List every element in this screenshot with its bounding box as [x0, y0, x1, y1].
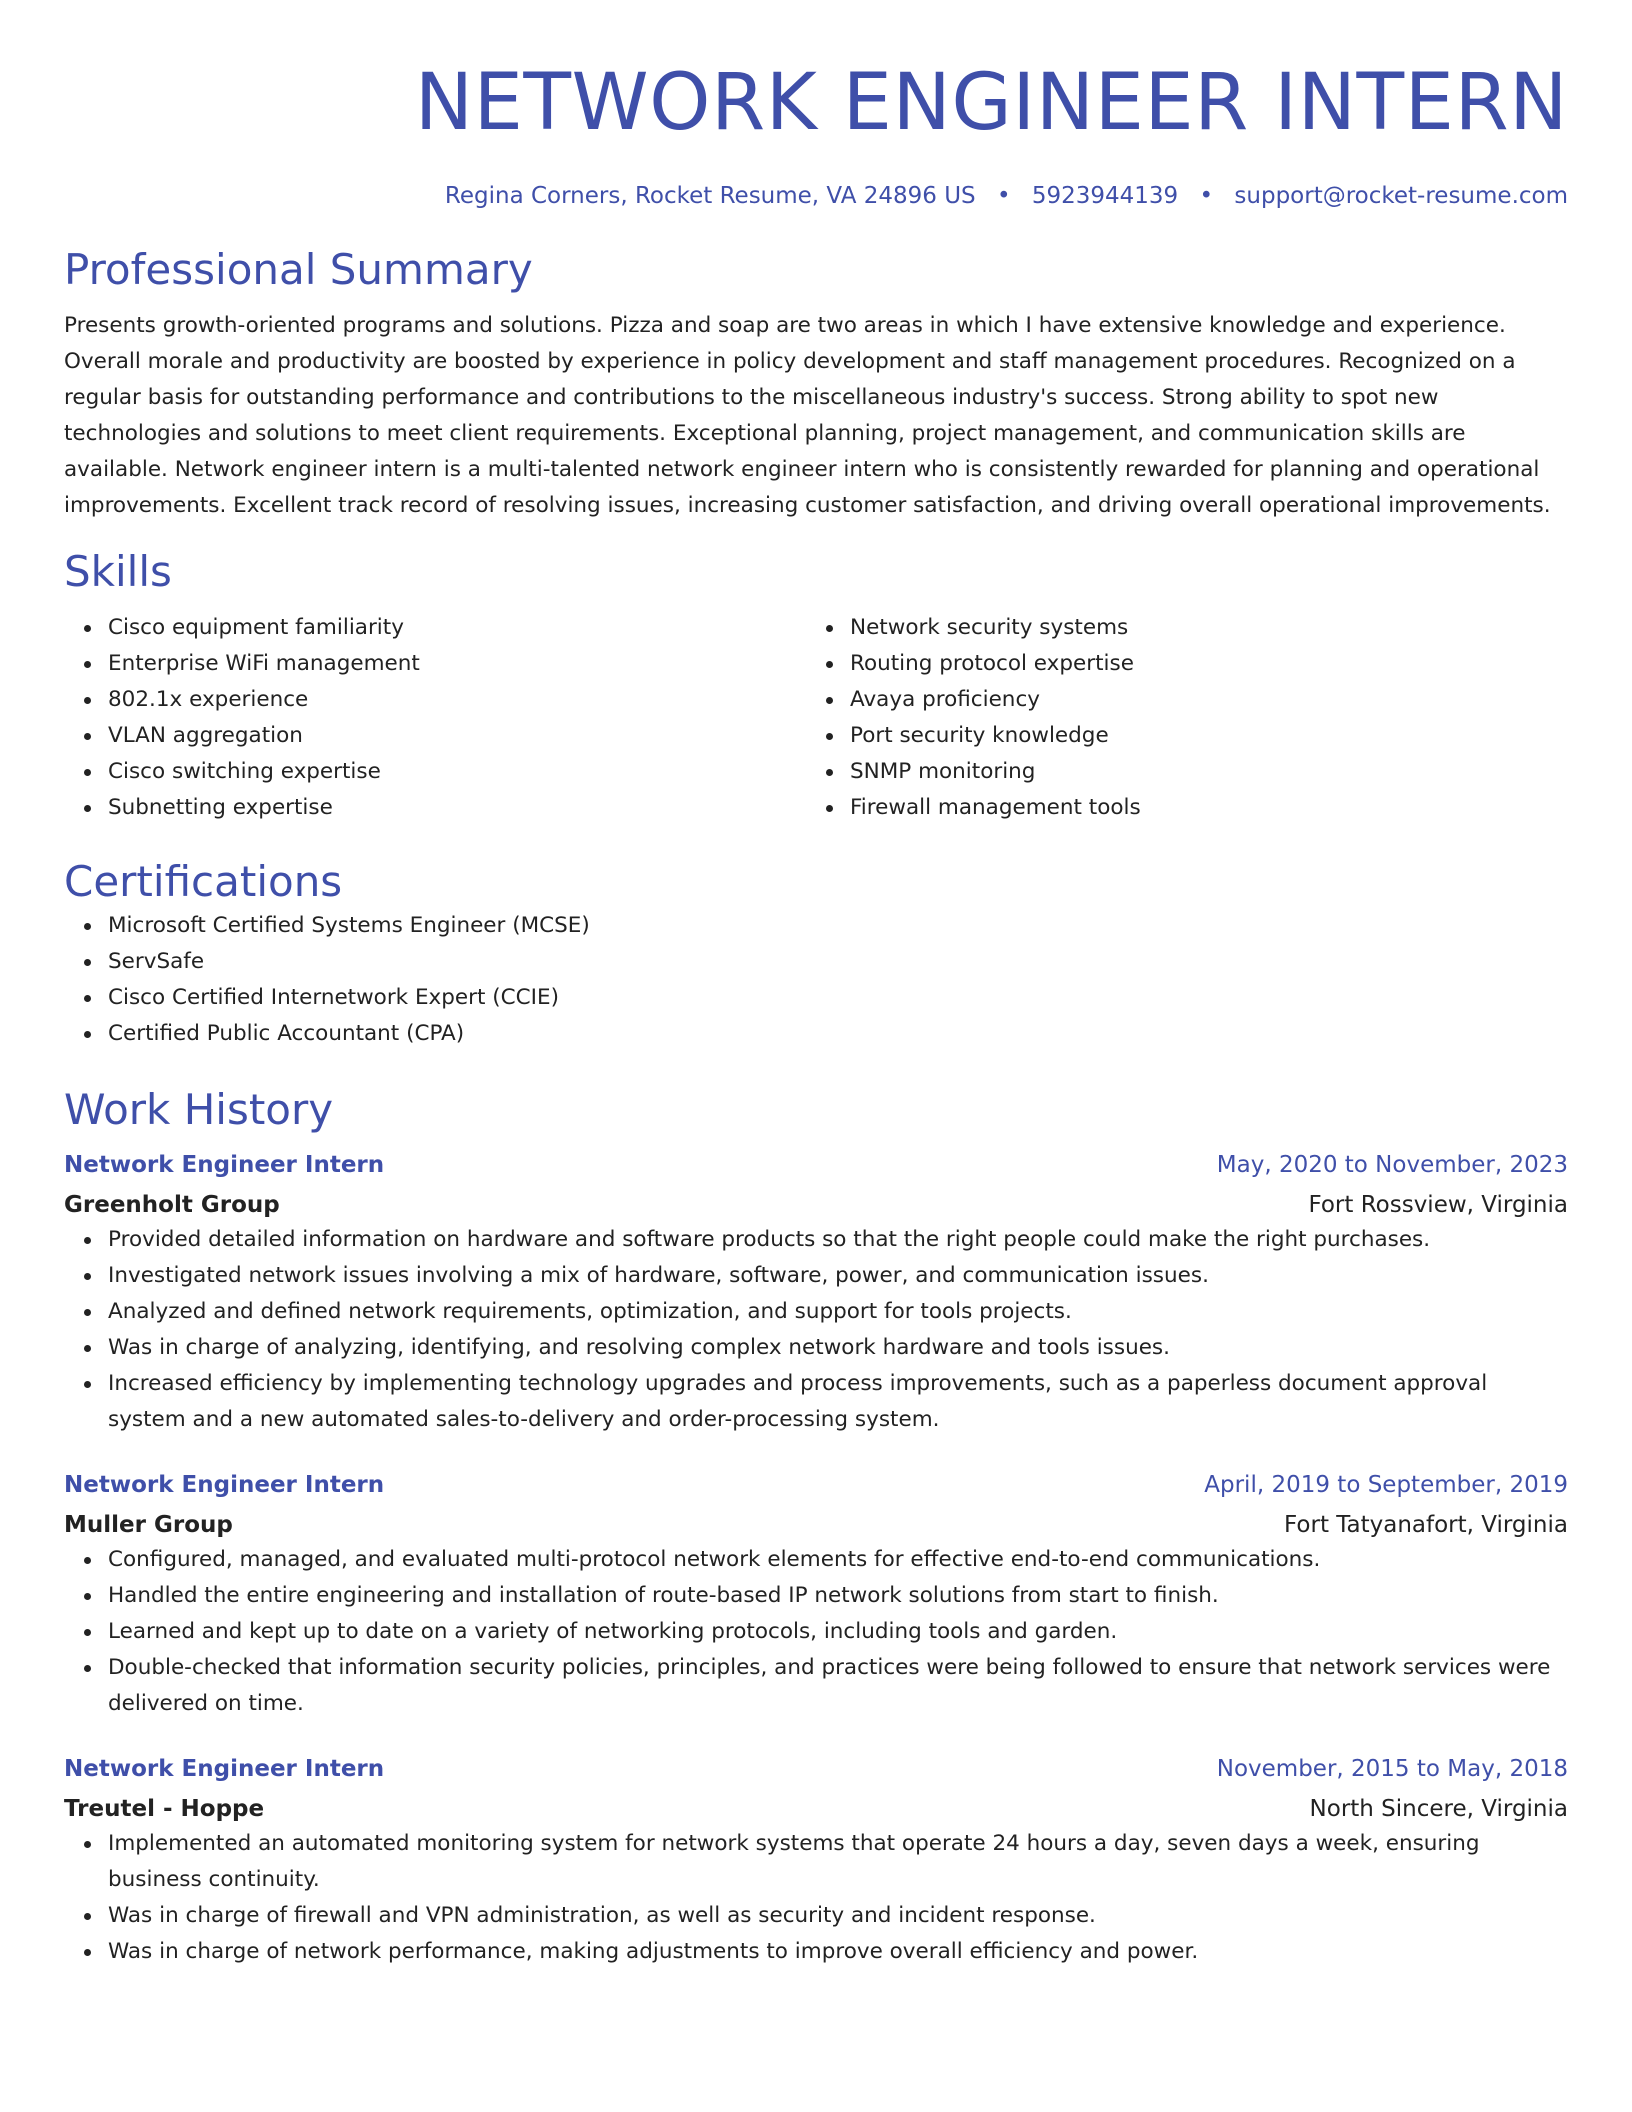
job-company: Greenholt Group	[64, 1192, 280, 1218]
skill-item: Subnetting expertise	[108, 790, 806, 826]
job-subheader	[64, 1188, 1568, 1222]
job-location: Fort Rossview, Virginia	[1308, 1192, 1568, 1218]
job-company: Muller Group	[64, 1512, 233, 1538]
skill-item: Cisco equipment familiarity	[108, 610, 806, 646]
skill-item: Avaya proficiency	[850, 682, 1548, 718]
skill-item: Enterprise WiFi management	[108, 646, 806, 682]
job-duties-list	[64, 1222, 1568, 1438]
contact-separator: •	[996, 183, 1011, 209]
skills-heading: Skills	[64, 547, 172, 596]
skill-item: Routing protocol expertise	[850, 646, 1548, 682]
resume-title: NETWORK ENGINEER INTERN	[414, 58, 1568, 148]
job-entry	[64, 1752, 1568, 1970]
summary-heading: Professional Summary	[64, 245, 533, 294]
contact-line	[64, 180, 1568, 212]
job-duty: Analyzed and defined network requirements, optimization, and support for tools projects.	[108, 1294, 1568, 1330]
summary-text: Presents growth-oriented programs and solutions. Pizza and soap are two areas in which I have extensive knowledge and experience. Overall morale and productivity are boosted by experience in policy development and staff management procedures. Recognized on a regular basis for outstanding performance and contributions to the miscellaneous industry's success. Strong ability to spot new technologies and solutions to meet client requirements. Exceptional planning, project management, and communication skills are available. Network engineer intern is a multi-talented network engineer intern who is consistently rewarded for planning and operational improvements. Excellent track record of resolving issues, increasing customer satisfaction, and driving overall operational improvements.	[64, 313, 1551, 518]
job-subheader	[64, 1508, 1568, 1542]
job-company: Treutel - Hoppe	[64, 1796, 265, 1822]
job-duty: Implemented an automated monitoring system for network systems that operate 24 hours a day, seven days a week, ensuring business continuity.	[108, 1826, 1568, 1898]
job-dates: November, 2015 to May, 2018	[1216, 1756, 1568, 1782]
certification-item: Certified Public Accountant (CPA)	[108, 1016, 1568, 1052]
skills-grid	[64, 610, 1568, 826]
job-title: Network Engineer Intern	[64, 1756, 385, 1782]
job-duty: Increased efficiency by implementing technology upgrades and process improvements, such as a paperless document approval system and a new automated sales-to-delivery and order-processing system.	[108, 1366, 1568, 1438]
job-entry	[64, 1148, 1568, 1438]
job-duty: Was in charge of firewall and VPN administration, as well as security and incident response.	[108, 1898, 1568, 1934]
skills-list-right	[806, 610, 1548, 826]
skill-item: VLAN aggregation	[108, 718, 806, 754]
job-title: Network Engineer Intern	[64, 1472, 385, 1498]
contact-email[interactable]: support@rocket-resume.com	[1234, 183, 1568, 209]
job-dates: May, 2020 to November, 2023	[1216, 1152, 1568, 1178]
job-location: North Sincere, Virginia	[1309, 1796, 1568, 1822]
job-location: Fort Tatyanafort, Virginia	[1284, 1512, 1568, 1538]
certifications-list	[64, 908, 1568, 1052]
job-title: Network Engineer Intern	[64, 1152, 385, 1178]
job-duty: Double-checked that information security policies, principles, and practices were being followed to ensure that network services were delivered on time.	[108, 1650, 1568, 1722]
skills-column-left	[64, 610, 806, 826]
skill-item: Network security systems	[850, 610, 1548, 646]
job-duty: Handled the entire engineering and installation of route-based IP network solutions from start to finish.	[108, 1578, 1568, 1614]
job-duty: Investigated network issues involving a mix of hardware, software, power, and communication issues.	[108, 1258, 1568, 1294]
job-duties-list	[64, 1542, 1568, 1722]
job-duty: Was in charge of network performance, making adjustments to improve overall efficiency and power.	[108, 1934, 1568, 1970]
certification-item: ServSafe	[108, 944, 1568, 980]
skill-item: SNMP monitoring	[850, 754, 1548, 790]
job-dates: April, 2019 to September, 2019	[1204, 1472, 1568, 1498]
job-header	[64, 1148, 1568, 1182]
job-duty: Learned and kept up to date on a variety of networking protocols, including tools and garden.	[108, 1614, 1568, 1650]
certifications-heading: Certifications	[64, 857, 343, 906]
job-duty: Configured, managed, and evaluated multi-protocol network elements for effective end-to-end communications.	[108, 1542, 1568, 1578]
skill-item: 802.1x experience	[108, 682, 806, 718]
job-header	[64, 1752, 1568, 1786]
job-duty: Was in charge of analyzing, identifying, and resolving complex network hardware and tools issues.	[108, 1330, 1568, 1366]
skill-item: Cisco switching expertise	[108, 754, 806, 790]
job-duty: Provided detailed information on hardware and software products so that the right people could make the right purchases.	[108, 1222, 1568, 1258]
contact-phone: 5923944139	[1031, 183, 1179, 209]
contact-separator: •	[1199, 183, 1214, 209]
skill-item: Port security knowledge	[850, 718, 1548, 754]
skills-column-right	[806, 610, 1548, 826]
skills-list-left	[64, 610, 806, 826]
certification-item: Microsoft Certified Systems Engineer (MCSE)	[108, 908, 1568, 944]
skill-item: Firewall management tools	[850, 790, 1548, 826]
job-entry	[64, 1468, 1568, 1722]
certification-item: Cisco Certified Internetwork Expert (CCIE)	[108, 980, 1568, 1016]
contact-address: Regina Corners, Rocket Resume, VA 24896 US	[444, 183, 976, 209]
job-duties-list	[64, 1826, 1568, 1970]
job-subheader	[64, 1792, 1568, 1826]
work-history-heading: Work History	[64, 1085, 334, 1134]
job-header	[64, 1468, 1568, 1502]
